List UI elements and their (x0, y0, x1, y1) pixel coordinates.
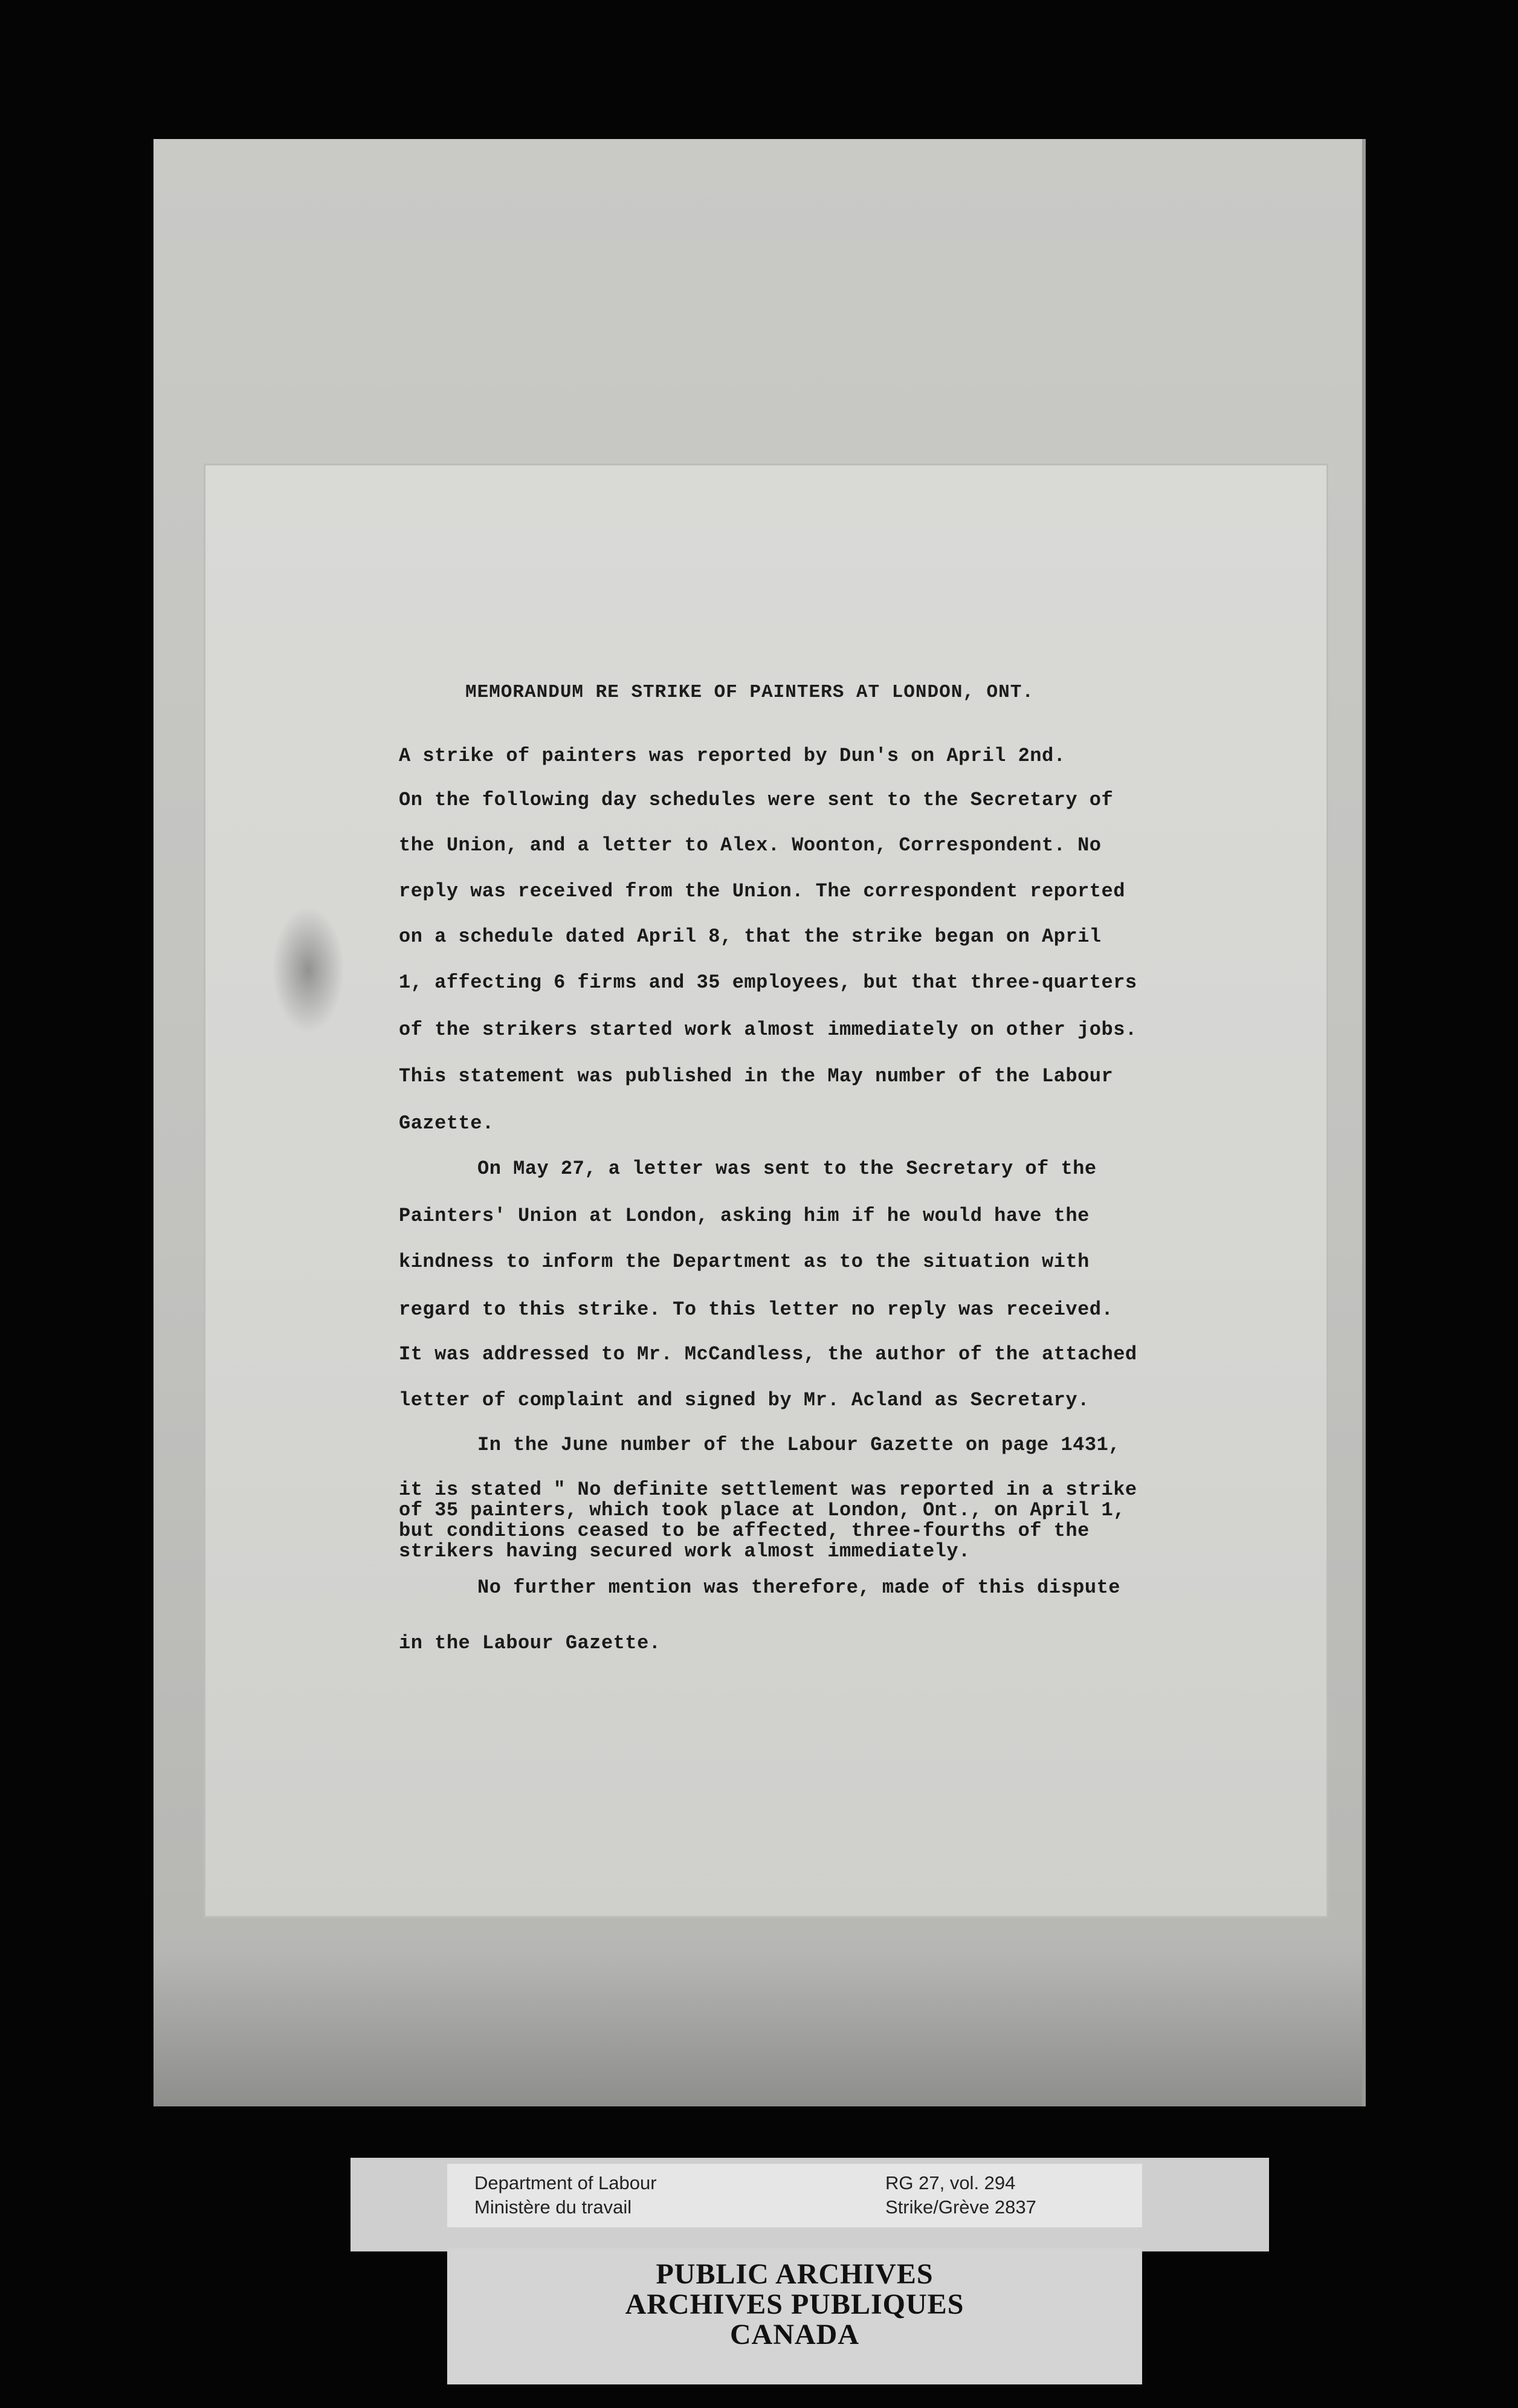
file-number: Strike/Grève 2837 (885, 2196, 1036, 2218)
memo-line: It was addressed to Mr. McCandless, the author of the attached (399, 1343, 1137, 1365)
memo-line: letter of complaint and signed by Mr. Acland as Secretary. (399, 1389, 1090, 1411)
stamp-line: ARCHIVES PUBLIQUES (625, 2288, 964, 2320)
stamp-line: PUBLIC ARCHIVES (656, 2258, 934, 2290)
archive-label (447, 2164, 1142, 2227)
memo-line: in the Labour Gazette. (399, 1632, 661, 1654)
department-fr: Ministère du travail (474, 2196, 632, 2218)
memo-line: On the following day schedules were sent to the Secretary of (399, 789, 1114, 811)
memo-title: MEMORANDUM RE STRIKE OF PAINTERS AT LONDON, ONT. (465, 682, 1034, 703)
memo-line: No further mention was therefore, made of this dispute (477, 1576, 1120, 1599)
memo-line: regard to this strike. To this letter no reply was received. (399, 1298, 1114, 1321)
memo-line: Gazette. (399, 1112, 494, 1134)
memo-line: of 35 painters, which took place at London, Ont., on April 1, (399, 1499, 1125, 1521)
memo-line: of the strikers started work almost immediately on other jobs. (399, 1018, 1137, 1041)
memo-line: This statement was published in the May number of the Labour (399, 1065, 1114, 1087)
stamp-line: CANADA (730, 2319, 859, 2351)
memo-line: strikers having secured work almost immediately. (399, 1540, 971, 1562)
memo-line: Painters' Union at London, asking him if he would have the (399, 1205, 1090, 1227)
memo-line: the Union, and a letter to Alex. Woonton, Correspondent. No (399, 834, 1102, 856)
department-en: Department of Labour (474, 2172, 657, 2193)
archives-stamp (447, 2248, 1142, 2384)
memo-line: kindness to inform the Department as to the situation with (399, 1251, 1090, 1273)
memo-line: 1, affecting 6 firms and 35 employees, but that three-quarters (399, 971, 1137, 994)
memo-line: reply was received from the Union. The correspondent reported (399, 880, 1125, 902)
memo-line: it is stated " No definite settlement was reported in a strike (399, 1478, 1137, 1501)
memo-line: but conditions ceased to be affected, three-fourths of the (399, 1520, 1090, 1542)
reference-number: RG 27, vol. 294 (885, 2172, 1016, 2193)
memo-line: A strike of painters was reported by Dun's on April 2nd. (399, 745, 1066, 767)
archive-label-reference (885, 2171, 1036, 2219)
memo-line: on a schedule dated April 8, that the strike began on April (399, 925, 1102, 948)
memo-line: On May 27, a letter was sent to the Secretary of the (477, 1157, 1097, 1180)
archive-label-department (474, 2171, 657, 2219)
memo-line: In the June number of the Labour Gazette on page 1431, (477, 1434, 1120, 1456)
ink-stain (272, 907, 344, 1034)
